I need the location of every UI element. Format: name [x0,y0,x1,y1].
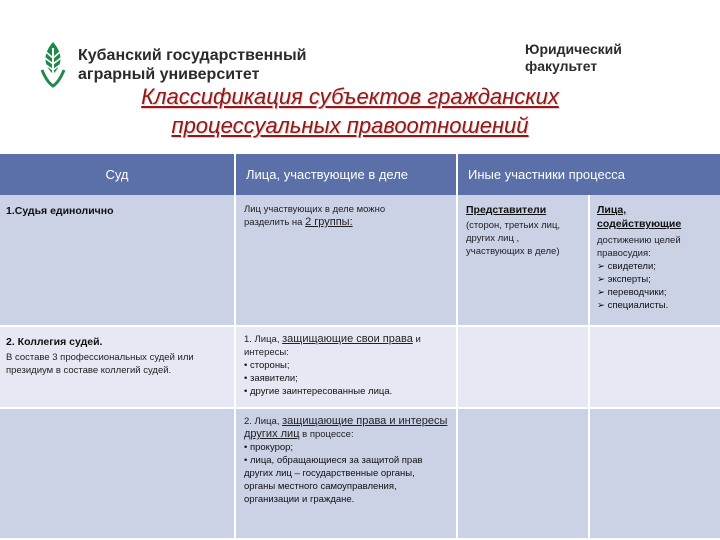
cell-empty [458,409,590,540]
list-item-text: прокурор; [249,442,294,453]
group1-prefix: 1. Лица, [244,334,280,345]
court-panel-title: 2. Коллегия судей. [6,336,103,348]
cell-empty [458,327,590,409]
representatives-note: (сторон, третьих лиц, других лиц , участвующих в деле) [466,220,561,257]
column-header-label: Иные участники процесса [468,167,625,182]
university-line-2: аграрный университет [78,66,260,83]
page-title [0,82,700,140]
list-item: • лица, обращающиеся за защитой прав других лиц – государственные органы, органы местного самоуправления, организации и граждане. [244,455,423,505]
faculty-line-2: факультет [525,58,598,74]
list-item: ➢ специалисты. [597,300,669,311]
title-line-2: процессуальных правоотношений [171,113,529,138]
faculty-name [525,41,622,75]
list-item-text: специалисты. [607,300,669,311]
column-header-label: Суд [105,167,129,182]
list-item: • прокурор; [244,442,294,453]
parties-intro-text: Лиц участвующих в деле можно разделить на [244,204,386,228]
group2-title: защищающие права и интересы других лиц [244,415,448,440]
university-line-1: Кубанский государственный [78,47,307,64]
list-item-text: эксперты; [607,274,651,285]
title-line-1: Классификация субъектов гражданских [141,84,559,109]
list-item-text: стороны; [249,360,290,371]
list-item-text: лица, обращающиеся за защитой прав других лиц – государственные органы, органы местного самоуправления, организации и граждане. [244,455,423,505]
list-item: ➢ свидетели; [597,261,656,272]
representatives-title: Представители [466,204,547,216]
cell-empty [0,409,236,540]
group2-heading [244,415,448,441]
parties-groups: 2 группы: [305,216,353,228]
list-item: ➢ переводчики; [597,287,667,298]
cell-empty [590,327,720,409]
group2-list [244,441,448,506]
cell-court-panel [0,327,236,409]
faculty-line-1: Юридический [525,41,622,57]
column-header-others [458,154,720,195]
court-single-judge: 1.Судья единолично [6,205,114,217]
cell-representatives [458,195,590,327]
list-item-text: заявители; [249,373,298,384]
court-panel-note: В составе 3 профессиональных судей или президиум в составе коллегий судей. [6,352,194,376]
assisting-note: достижению целей правосудия: [597,235,681,259]
group1-title: защищающие свои права [282,333,413,345]
list-item: • стороны; [244,360,290,371]
cell-empty [590,409,720,540]
cell-group1 [236,327,458,409]
classification-table [0,154,720,540]
university-name [78,46,306,84]
list-item: • заявители; [244,373,298,384]
cell-group2 [236,409,458,540]
group2-prefix: 2. Лица, [244,416,280,427]
assisting-title: Лица, содействующие [597,204,682,230]
leaf-logo-icon [38,40,68,88]
cell-assisting-persons [590,195,720,327]
group1-rest: и интересы: [244,334,421,358]
column-header-court [0,154,236,195]
group1-heading [244,333,448,359]
list-item-text: другие заинтересованные лица. [249,386,393,397]
list-item: • другие заинтересованные лица. [244,386,393,397]
column-header-parties [236,154,458,195]
parties-intro [244,203,424,229]
cell-court-single-judge [0,195,236,327]
list-item-text: переводчики; [607,287,667,298]
group1-list [244,359,448,398]
group2-rest: в процессе: [302,429,354,440]
list-item-text: свидетели; [607,261,656,272]
list-item: ➢ эксперты; [597,274,651,285]
assisting-list [597,260,713,312]
column-header-label: Лица, участвующие в деле [246,167,409,182]
cell-parties-intro [236,195,458,327]
